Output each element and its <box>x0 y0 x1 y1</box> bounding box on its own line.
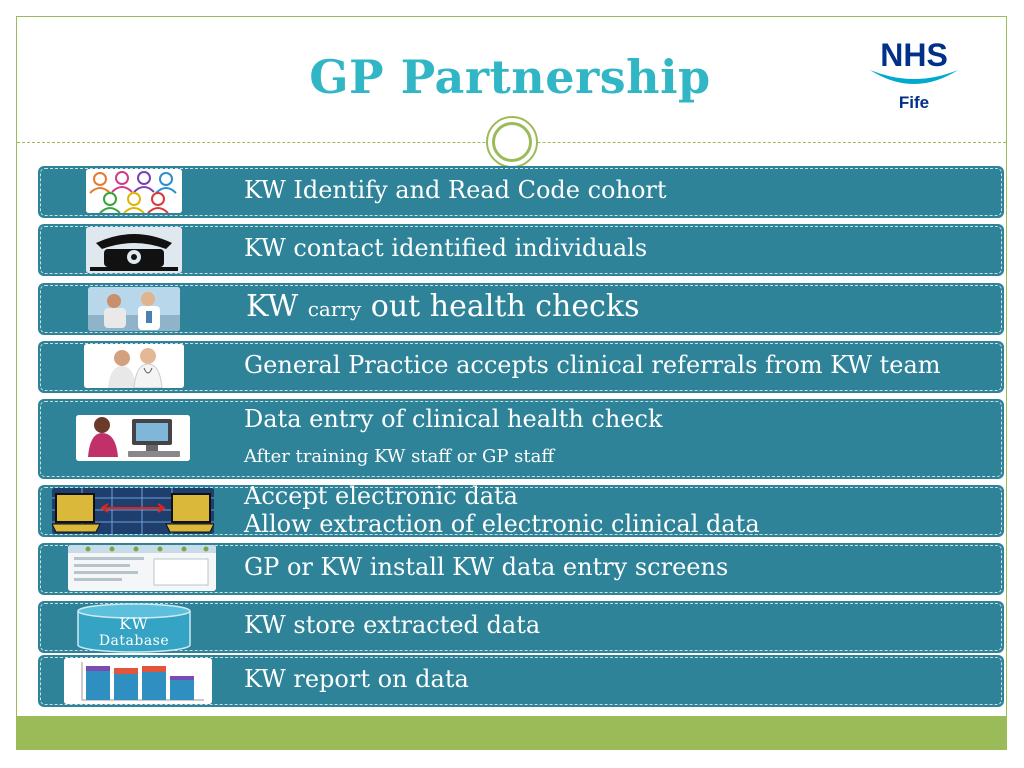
step-row-install-screens <box>38 543 1004 595</box>
step-row-contact <box>38 224 1004 276</box>
step-text: Data entry of clinical health check <box>244 405 663 433</box>
step-text-part: out health checks <box>361 289 640 324</box>
step-text: KW Identify and Read Code cohort <box>244 176 667 204</box>
step-row-health-checks <box>38 283 1004 335</box>
nhs-fife-logo <box>862 36 966 116</box>
step-text-2: Allow extraction of electronic clinical data <box>244 510 760 538</box>
svg-text:NHS: NHS <box>880 37 948 73</box>
slide-title: GP Partnership <box>309 50 711 104</box>
step-text-part: KW <box>246 289 308 324</box>
database-cylinder-icon <box>76 603 192 653</box>
step-text: General Practice accepts clinical referrals from KW team <box>244 351 941 379</box>
clinicians-photo-icon <box>84 344 184 388</box>
step-row-electronic-data <box>38 482 1004 538</box>
bar-report-icon <box>64 658 212 704</box>
step-row-data-entry <box>38 399 1004 479</box>
step-row-identify <box>38 166 1004 218</box>
telephone-icon <box>86 227 182 273</box>
database-label: KW <box>119 614 149 633</box>
step-text: KW report on data <box>244 665 469 693</box>
step-subtext: After training KW staff or GP staff <box>244 446 555 467</box>
step-text <box>246 290 640 326</box>
divider-ring-icon <box>486 116 538 168</box>
people-group-icon <box>86 169 182 213</box>
database-label: Database <box>98 633 170 649</box>
step-text-part: carry <box>307 297 362 321</box>
svg-text:Fife: Fife <box>898 93 930 112</box>
data-transfer-laptops-icon <box>52 488 214 534</box>
footer-bar <box>17 716 1006 750</box>
step-text: GP or KW install KW data entry screens <box>244 553 729 581</box>
step-text: KW store extracted data <box>244 611 541 639</box>
step-text: Accept electronic data <box>244 482 518 510</box>
data-entry-screen-icon <box>68 545 216 591</box>
step-row-store-data <box>38 601 1004 653</box>
step-row-referrals <box>38 341 1004 393</box>
data-entry-computer-icon <box>76 415 190 461</box>
step-text: KW contact identified individuals <box>244 234 648 262</box>
step-row-report <box>38 655 1004 707</box>
health-check-photo-icon <box>88 287 180 331</box>
